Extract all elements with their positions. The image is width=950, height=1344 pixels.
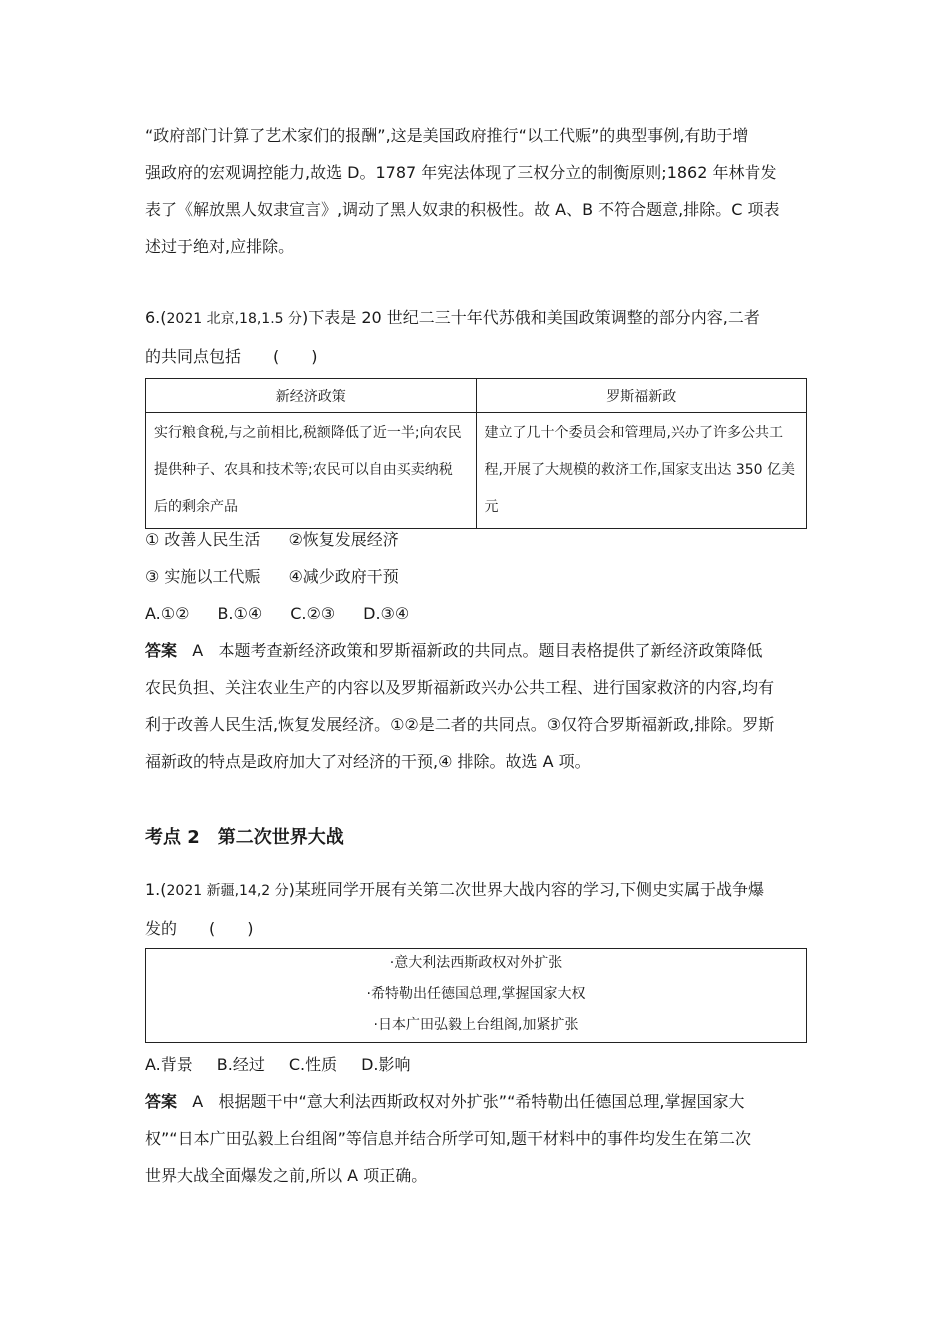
intro-paragraph (145, 117, 809, 265)
explanation-line: 世界大战全面爆发之前,所以 A 项正确。 (145, 1166, 428, 1185)
table-cell-new-deal: 建立了几十个委员会和管理局,兴办了许多公共工 程,开展了大规模的救济工作,国家支出达 350 亿美 元 (476, 413, 807, 529)
question-6-stem-line1: 6.(2021 北京,18,1.5 分)下表是 20 世纪二三十年代苏俄和美国政策调整的部分内容,二者 (145, 308, 760, 327)
table-row (146, 413, 807, 529)
table-header-cell: 新经济政策 (146, 379, 477, 413)
explanation-line: 福新政的特点是政府加大了对经济的干预,④ 排除。故选 A 项。 (145, 752, 591, 771)
question-1-source: 2021 新疆,14,2 分 (166, 883, 289, 899)
question-1-stem-line1: 1.(2021 新疆,14,2 分)某班同学开展有关第二次世界大战内容的学习,下侧史实属于战争爆 (145, 880, 765, 899)
answer-label: 答案 (145, 1092, 178, 1111)
question-6-body (145, 521, 809, 780)
section-heading: 考点 2 第二次世界大战 (145, 827, 344, 848)
option-c: C.性质 (288, 1055, 338, 1074)
answer-line: 答案 A 根据题干中“意大利法西斯政权对外扩张”“希特勒出任德国总理,掌握国家大 (145, 1092, 745, 1111)
numbered-items-line: ① 改善人民生活 ②恢复发展经济 (145, 530, 399, 549)
question-6-stem (145, 299, 809, 375)
question-1-stem (145, 871, 809, 947)
question-1-body (145, 1046, 809, 1194)
question-1-stem-line2: 发的 ( ) (145, 919, 254, 938)
answer-letter: A (192, 1092, 204, 1111)
table-header-row (146, 379, 807, 413)
policy-comparison-table (145, 378, 807, 529)
question-6-stem-line2: 的共同点包括 ( ) (145, 347, 318, 366)
intro-line: “政府部门计算了艺术家们的报酬”,这是美国政府推行“以工代赈”的典型事例,有助于增 (145, 126, 749, 145)
table-cell-nep: 实行粮食税,与之前相比,税额降低了近一半;向农民 提供种子、农具和技术等;农民可以自由买卖纳税 后的剩余产品 (146, 413, 477, 529)
option-a: A.①② (145, 604, 190, 623)
table-header-cell: 罗斯福新政 (476, 379, 807, 413)
answer-label: 答案 (145, 641, 178, 660)
fact-line: ·日本广田弘毅上台组阁,加紧扩张 (373, 1017, 579, 1033)
historical-facts-box (145, 948, 807, 1043)
intro-line: 强政府的宏观调控能力,故选 D。1787 年宪法体现了三权分立的制衡原则;1862 年林肯发 (145, 163, 777, 182)
answer-options (145, 1046, 809, 1083)
option-c: C.②③ (290, 604, 336, 623)
answer-line: 答案 A 本题考查新经济政策和罗斯福新政的共同点。题目表格提供了新经济政策降低 (145, 641, 763, 660)
option-d: D.③④ (363, 604, 410, 623)
explanation-line: 利于改善人民生活,恢复发展经济。①②是二者的共同点。③仅符合罗斯福新政,排除。罗斯 (145, 715, 775, 734)
fact-line: ·希特勒出任德国总理,掌握国家大权 (366, 986, 586, 1002)
answer-letter: A (192, 641, 204, 660)
intro-line: 述过于绝对,应排除。 (145, 237, 295, 256)
option-d: D.影响 (361, 1055, 411, 1074)
question-6-source: 2021 北京,18,1.5 分 (166, 311, 303, 327)
explanation-line: 权”“日本广田弘毅上台组阁”等信息并结合所学可知,题干材料中的事件均发生在第二次 (145, 1129, 751, 1148)
explanation-line: 农民负担、关注农业生产的内容以及罗斯福新政兴办公共工程、进行国家救济的内容,均有 (145, 678, 775, 697)
fact-line: ·意大利法西斯政权对外扩张 (389, 955, 563, 971)
option-b: B.经过 (216, 1055, 265, 1074)
option-b: B.①④ (217, 604, 263, 623)
option-a: A.背景 (145, 1055, 193, 1074)
answer-options (145, 595, 809, 632)
numbered-items-line: ③ 实施以工代赈 ④减少政府干预 (145, 567, 399, 586)
intro-line: 表了《解放黑人奴隶宣言》,调动了黑人奴隶的积极性。故 A、B 不符合题意,排除。C 项表 (145, 200, 780, 219)
